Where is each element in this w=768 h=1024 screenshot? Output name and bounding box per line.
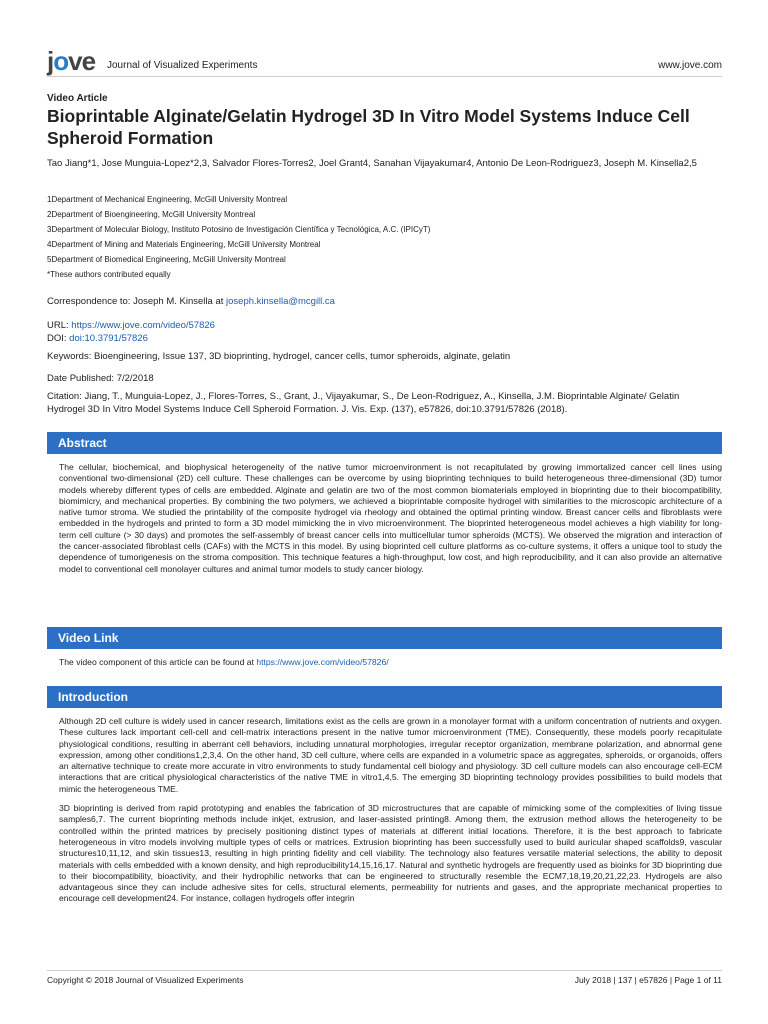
website-link[interactable]: www.jove.com	[658, 60, 722, 71]
affiliations	[47, 192, 430, 282]
video-link-label: The video component of this article can be found at	[59, 657, 254, 667]
logo-part: j	[47, 46, 54, 76]
journal-name: Journal of Visualized Experiments	[107, 60, 258, 71]
video-url-link[interactable]: https://www.jove.com/video/57826/	[256, 657, 389, 667]
author-list: Tao Jiang*1, Jose Munguia-Lopez*2,3, Salvador Flores-Torres2, Joel Grant4, Sanahan Vijayakumar4, Antonio De Leon-Rodriguez3, Joseph M. Kinsella2,5	[47, 158, 697, 169]
affiliation: 4Department of Mining and Materials Engineering, McGill University Montreal	[47, 240, 321, 249]
equal-contribution-note: *These authors contributed equally	[47, 270, 171, 279]
video-link-text	[59, 657, 722, 668]
abstract-text: The cellular, biochemical, and biophysical heterogeneity of the native tumor microenvironment is not recapitulated by growing immortalized cancer cell lines using conventional two-dimensional (2D) cell culture. These challenges can be overcome by using bioprinting techniques to build heterogeneous three-dimensional (3D) tumor models whereby different types of cells are embedded. Alginate and gelatin are two of the most common biomaterials employed in bioprinting due to their biocompatibility, biomimicry, and mechanical properties. By combining the two polymers, we achieved a bioprintable composite hydrogel with similarities to the microscopic architecture of a native tumor stroma. We studied the printability of the composite hydrogel via rheology and obtained the optimal printing window. Breast cancer cells and fibroblasts were embedded in the hydrogels and printed to form a 3D model mimicking the in vivo microenvironment. The bioprinted heterogeneous model achieves a high viability for long-term cell culture (> 30 days) and promotes the self-assembly of breast cancer cells into multicellular tumor spheroids (MCTS). We observed the migration and interaction of the cancer-associated fibroblast cells (CAFs) with the MCTS in this model. By using bioprinted cell culture platforms as co-culture systems, it offers a unique tool to study the dependence of tumorigenesis on the stroma composition. This technique features a high-throughput, low cost, and high reproducibility, and it can also provide an alternative model to conventional cell monolayer cultures and animal tumor models to study cancer biology.	[59, 462, 722, 574]
page-info: July 2018 | 137 | e57826 | Page 1 of 11	[574, 975, 722, 985]
intro-paragraph: 3D bioprinting is derived from rapid prototyping and enables the fabrication of 3D microstructures that are capable of mimicking some of the complexities of living tissue samples6,7. The current bioprinting methods include inkjet, extrusion, and laser-assisted printing8. Among them, the extrusion method allows the heterogeneity to be controlled within the printed matrices by precisely positioning distinct types of materials at different initial locations. Therefore, it is the best approach to fabricate heterogeneous in vitro models involving multiple types of cells or matrices. Extrusion bioprinting has been successfully used to build auricular shaped scaffolds9, vascular structures10,11,12, and skin tissues13, resulting in high printing fidelity and cell viability. The technology also features versatile material selections, the ability to deposit materials with cells embedded with a known density, and high reproducibility14,15,16,17. Natural and synthetic hydrogels are frequently used as bioinks for 3D bioprinting due to their biocompatibility, bioactivity, and their hydrophilic networks that can be engineered to structurally resemble the ECM7,18,19,20,21,22,23. Hydrogels are also advantageous since they can include adhesive sites for cells, structural elements, permeability for nutrients and gases, and the appropriate mechanical properties to encourage cell development24. For instance, collagen hydrogels offer integrin	[59, 803, 722, 904]
affiliation: 2Department of Bioengineering, McGill University Montreal	[47, 210, 256, 219]
date-published: Date Published: 7/2/2018	[47, 373, 154, 384]
keywords: Keywords: Bioengineering, Issue 137, 3D bioprinting, hydrogel, cancer cells, tumor spheroids, alginate, gelatin	[47, 351, 511, 362]
article-type: Video Article	[47, 93, 108, 104]
logo-part: ve	[68, 46, 96, 76]
url-label: URL:	[47, 320, 69, 331]
correspondence	[47, 296, 335, 307]
jove-logo[interactable]	[47, 48, 95, 74]
correspondence-label: Correspondence to: Joseph M. Kinsella at	[47, 296, 224, 307]
journal-header	[47, 48, 722, 77]
email-link[interactable]: joseph.kinsella@mcgill.ca	[226, 296, 335, 307]
introduction-heading: Introduction	[47, 686, 722, 708]
affiliation: 1Department of Mechanical Engineering, McGill University Montreal	[47, 195, 288, 204]
citation: Citation: Jiang, T., Munguia-Lopez, J., Flores-Torres, S., Grant, J., Vijayakumar, S., De Leon-Rodriguez, A., Kinsella, J.M. Bioprintable Alginate/ Gelatin Hydrogel 3D In Vitro Model Systems Induce Cell Spheroid Formation. J. Vis. Exp. (137), e57826, doi:10.3791/57826 (2018).	[47, 391, 680, 415]
logo-part: o	[53, 46, 69, 76]
affiliation: 5Department of Biomedical Engineering, McGill University Montreal	[47, 255, 286, 264]
affiliation: 3Department of Molecular Biology, Instituto Potosino de Investigación Científica y Tecnológica, A.C. (IPICyT)	[47, 225, 431, 234]
copyright: Copyright © 2018 Journal of Visualized Experiments	[47, 975, 244, 985]
article-title: Bioprintable Alginate/Gelatin Hydrogel 3D In Vitro Model Systems Induce Cell Spheroid Formation	[47, 106, 690, 148]
url-link[interactable]: https://www.jove.com/video/57826	[71, 320, 215, 331]
url-line	[47, 320, 215, 331]
abstract-heading: Abstract	[47, 432, 722, 454]
page-footer	[47, 970, 722, 985]
video-link-heading: Video Link	[47, 627, 722, 649]
introduction-body	[59, 716, 722, 913]
doi-link[interactable]: doi:10.3791/57826	[69, 333, 148, 344]
doi-line	[47, 333, 148, 344]
doi-label: DOI:	[47, 333, 67, 344]
intro-paragraph: Although 2D cell culture is widely used in cancer research, limitations exist as the cells are grown in a monolayer format with a uniform concentration of nutrients and oxygen. These cultures lack important cell-cell and cell-matrix interactions present in the native tumor microenvironment (TME). Consequently, these models poorly recapitulate physiological conditions, resulting in aberrant cell behaviors, including unnatural morphologies, irregular receptor organization, membrane polarization, and abnormal gene expression, among other conditions1,2,3,4. On the other hand, 3D cell culture, where cells are expanded in a volumetric space as aggregates, spheroids, or organoids, offers an alternative technique to create more accurate in vitro environments to study fundamental cell biology and physiology. 3D cell culture models can also encourage cell-ECM interactions that are critical physiological characteristics of the native TME in vitro1,4,5. The emerging 3D bioprinting technology provides possibilities to build models that mimic the heterogeneous TME.	[59, 716, 722, 794]
